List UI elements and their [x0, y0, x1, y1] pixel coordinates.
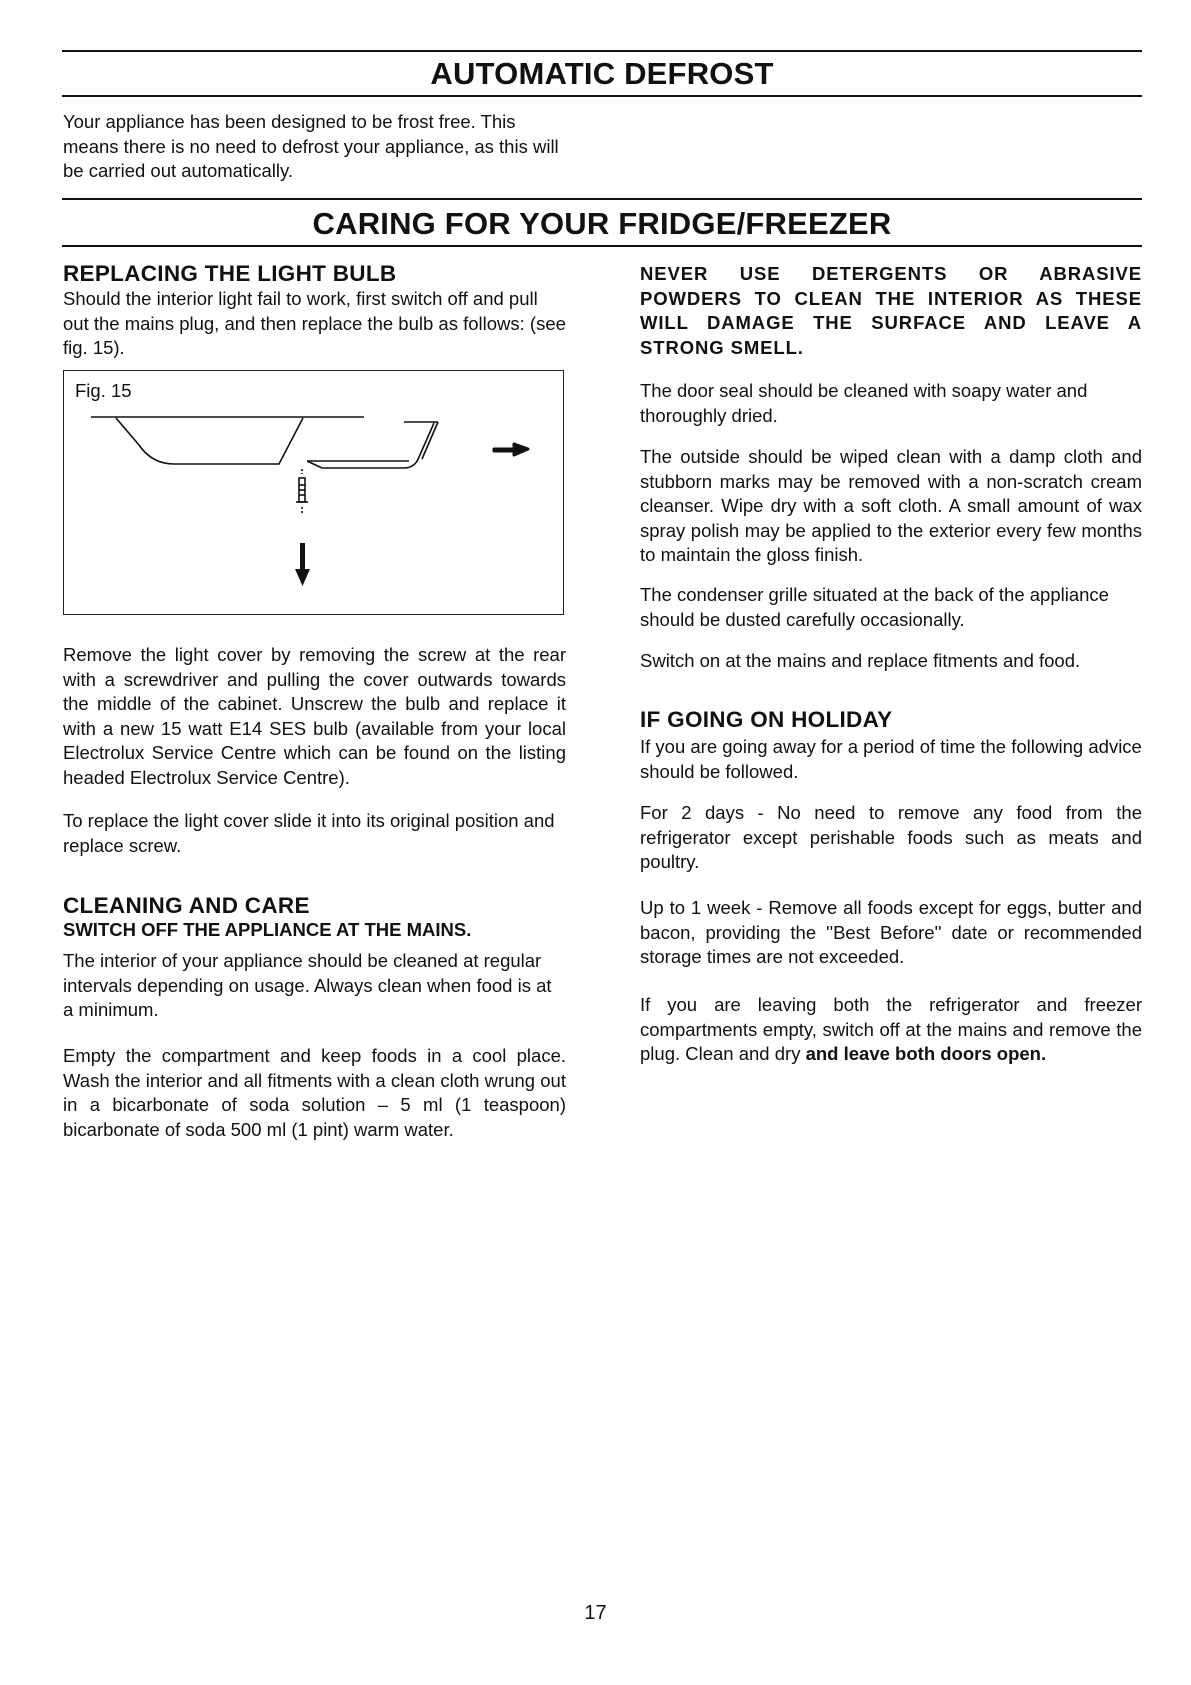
cleaning-para-2: Empty the compartment and keep foods in a cool place. Wash the interior and all fitments with a clean cloth wrung out in a bicarbonate of soda solution – 5 ml (1 teaspoon) bicarbonate of soda 500 ml (1 pint) warm water.	[63, 1045, 566, 1140]
leaving-both-text: If you are leaving both the refrigerator and freezer compartments empty, switch off at the mains and remove the plug. Clean and dry	[640, 994, 1142, 1064]
remove-cover-text: Remove the light cover by removing the screw at the rear with a screwdriver and pulling the cover outwards towards the middle of the cabinet. Unscrew the bulb and replace it with a new 15 watt E14 SES bulb (available from your local Electrolux Service Centre which can be found on the listing headed Electrolux Service Centre).	[63, 644, 566, 788]
arrow-right-icon	[494, 444, 528, 455]
automatic-defrost-title: AUTOMATIC DEFROST	[430, 56, 774, 91]
holiday-intro: If you are going away for a period of time the following advice should be followed.	[640, 736, 1142, 782]
cleaning-subheading: SWITCH OFF THE APPLIANCE AT THE MAINS.	[63, 919, 472, 940]
condenser-text: The condenser grille situated at the back of the appliance should be dusted carefully occasionally.	[640, 584, 1109, 630]
page-number: 17	[584, 1602, 607, 1624]
cleaning-heading: CLEANING AND CARE	[63, 893, 310, 918]
top-rule	[62, 50, 1142, 52]
replace-cover-text: To replace the light cover slide it into its original position and replace screw.	[63, 810, 555, 856]
defrost-text: Your appliance has been designed to be frost free. This means there is no need to defrost your appliance, as this will be carried out automatically.	[63, 111, 559, 181]
holiday-heading: IF GOING ON HOLIDAY	[640, 707, 893, 732]
leave-doors-open-text: and leave both doors open.	[805, 1043, 1047, 1064]
outside-cleaning-text: The outside should be wiped clean with a damp cloth and stubborn marks may be removed with a non-scratch cream cleanser. Wipe dry with a soft cloth. A small amount of wax spray polish may be applied to the exterior every few months to maintain the gloss finish.	[640, 446, 1142, 565]
light-bulb-intro: Should the interior light fail to work, first switch off and pull out the mains plug, and then replace the bulb as follows: (see fig. 15).	[63, 288, 566, 358]
caring-title: CARING FOR YOUR FRIDGE/FREEZER	[312, 206, 892, 241]
defrost-title-underline	[62, 95, 1142, 97]
caring-title-underline	[62, 245, 1142, 247]
light-bulb-heading: REPLACING THE LIGHT BULB	[63, 261, 397, 286]
door-seal-text: The door seal should be cleaned with soapy water and thoroughly dried.	[640, 380, 1088, 426]
holiday-two-days: For 2 days - No need to remove any food from the refrigerator except perishable foods such as meats and poultry.	[640, 802, 1142, 872]
holiday-one-week: Up to 1 week - Remove all foods except for eggs, butter and bacon, providing the ''Best Before'' date or recommended storage times are not exceeded.	[640, 897, 1142, 967]
switch-on-text: Switch on at the mains and replace fitments and food.	[640, 650, 1081, 671]
holiday-leaving-both	[640, 993, 1142, 1067]
figure-15	[63, 370, 564, 615]
arrow-down-icon	[295, 543, 310, 586]
caring-top-rule	[62, 198, 1142, 200]
light-cover-diagram	[64, 371, 565, 616]
detergent-warning: NEVER USE DETERGENTS OR ABRASIVE POWDERS TO CLEAN THE INTERIOR AS THESE WILL DAMAGE THE SURFACE AND LEAVE A STRONG SMELL.	[640, 263, 1142, 358]
figure-label: Fig. 15	[75, 380, 132, 401]
cleaning-para-1: The interior of your appliance should be cleaned at regular intervals depending on usage. Always clean when food is at a minimum.	[63, 950, 552, 1020]
